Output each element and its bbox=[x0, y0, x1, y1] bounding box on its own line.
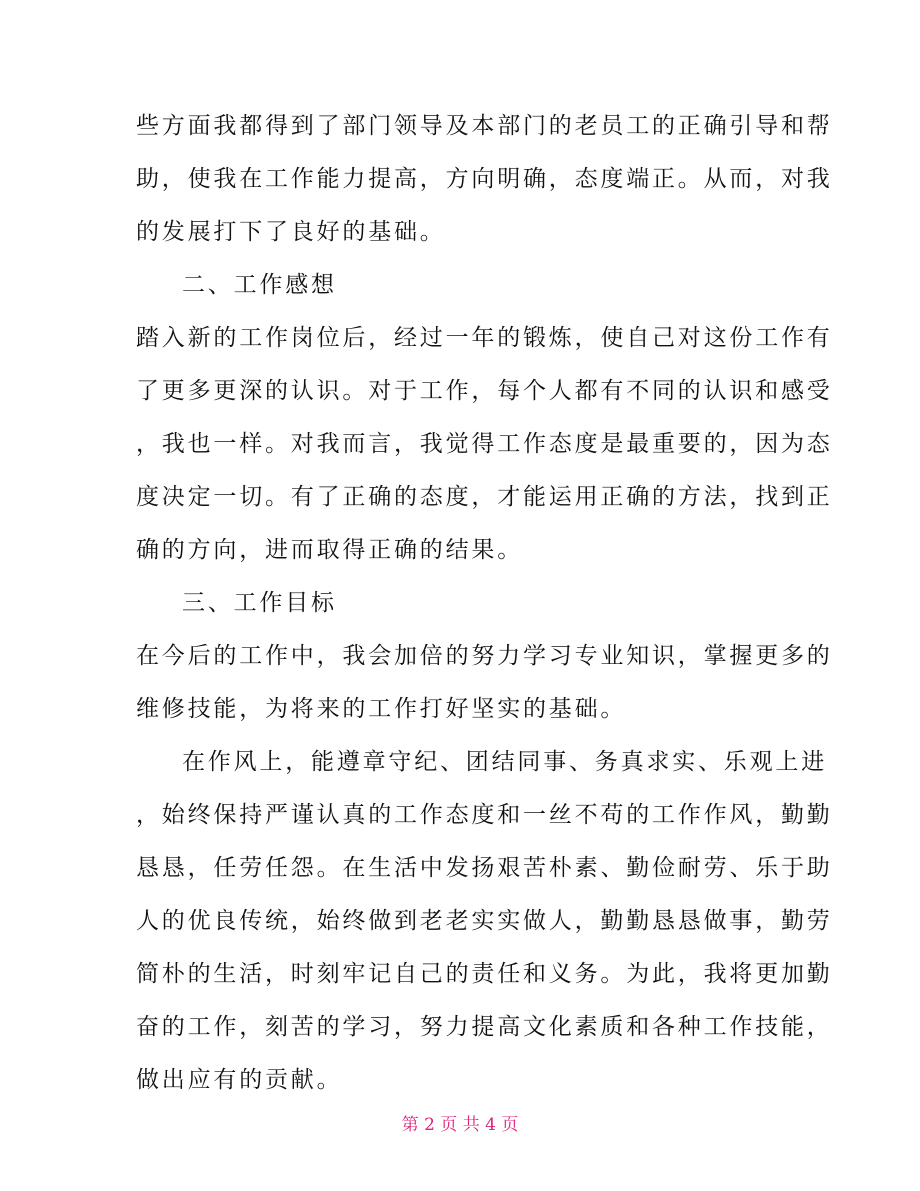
text-line: ，我也一样。对我而言，我觉得工作态度是最重要的，因为态 bbox=[136, 431, 833, 457]
text-line: ，始终保持严谨认真的工作态度和一丝不苟的工作作风，勤勤 bbox=[136, 802, 833, 828]
text-line: 恳恳，任劳任怨。在生活中发扬艰苦朴素、勤俭耐劳、乐于助 bbox=[136, 855, 833, 881]
document-body bbox=[136, 100, 833, 1107]
text-line: 做出应有的贡献。 bbox=[136, 1067, 343, 1093]
text-line: 维修技能，为将来的工作打好坚实的基础。 bbox=[136, 696, 627, 722]
section-heading: 二、工作感想 bbox=[182, 272, 337, 298]
text-line: 度决定一切。有了正确的态度，才能运用正确的方法，找到正 bbox=[136, 484, 833, 510]
section-heading: 三、工作目标 bbox=[182, 590, 337, 616]
text-line: 助，使我在工作能力提高，方向明确，态度端正。从而，对我 bbox=[136, 166, 833, 192]
text-line: 确的方向，进而取得正确的结果。 bbox=[136, 537, 523, 563]
text-line: 在今后的工作中，我会加倍的努力学习专业知识，掌握更多的 bbox=[136, 643, 833, 669]
text-line: 人的优良传统，始终做到老老实实做人，勤勤恳恳做事，勤劳 bbox=[136, 908, 833, 934]
text-line: 简朴的生活，时刻牢记自己的责任和义务。为此，我将更加勤 bbox=[136, 961, 833, 987]
text-line: 在作风上，能遵章守纪、团结同事、务真求实、乐观上进 bbox=[182, 749, 827, 775]
text-line: 踏入新的工作岗位后，经过一年的锻炼，使自己对这份工作有 bbox=[136, 325, 833, 351]
page-number-footer: 第 2 页 共 4 页 bbox=[401, 1115, 519, 1135]
text-line: 奋的工作，刻苦的学习，努力提高文化素质和各种工作技能， bbox=[136, 1014, 833, 1040]
text-line: 些方面我都得到了部门领导及本部门的老员工的正确引导和帮 bbox=[136, 113, 833, 139]
text-line: 了更多更深的认识。对于工作，每个人都有不同的认识和感受 bbox=[136, 378, 833, 404]
text-line: 的发展打下了良好的基础。 bbox=[136, 219, 446, 245]
